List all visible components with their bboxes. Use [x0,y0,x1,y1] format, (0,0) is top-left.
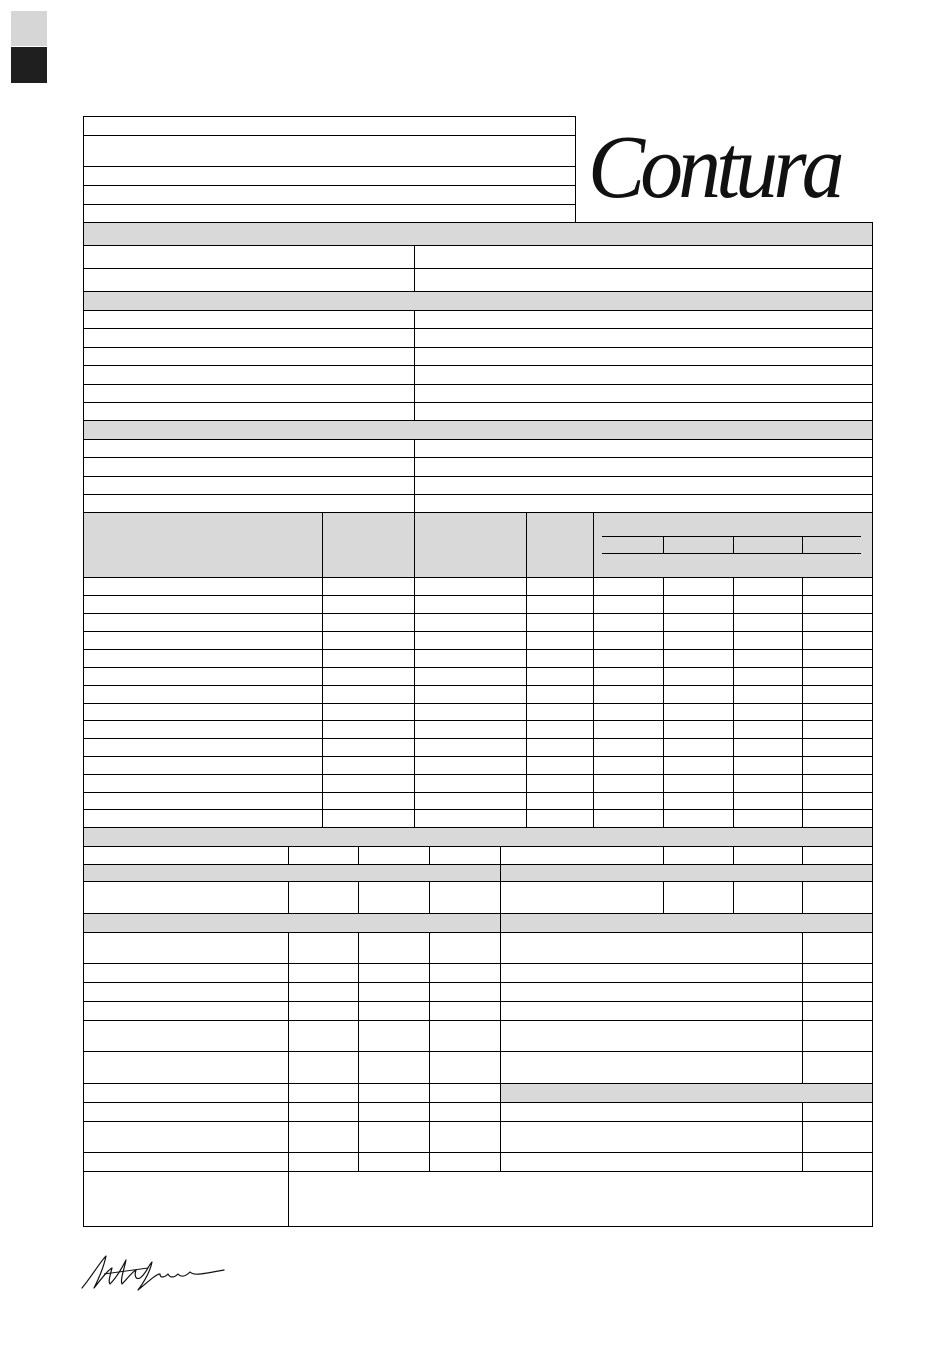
section-bar-6 [84,864,872,881]
section-bar-general [84,223,872,245]
table-lines [84,223,873,1227]
table-head-block [84,513,872,577]
section-bar-7 [84,913,872,932]
section-bar-8 [500,1083,872,1102]
section-header-bars [84,223,872,1102]
section-bar-5 [84,827,872,846]
signature-icon [78,1252,228,1294]
section-bar-3 [84,421,872,439]
table-frame [84,223,873,1227]
section-bar-2 [84,292,872,310]
brand-logo: Contura [588,118,840,217]
